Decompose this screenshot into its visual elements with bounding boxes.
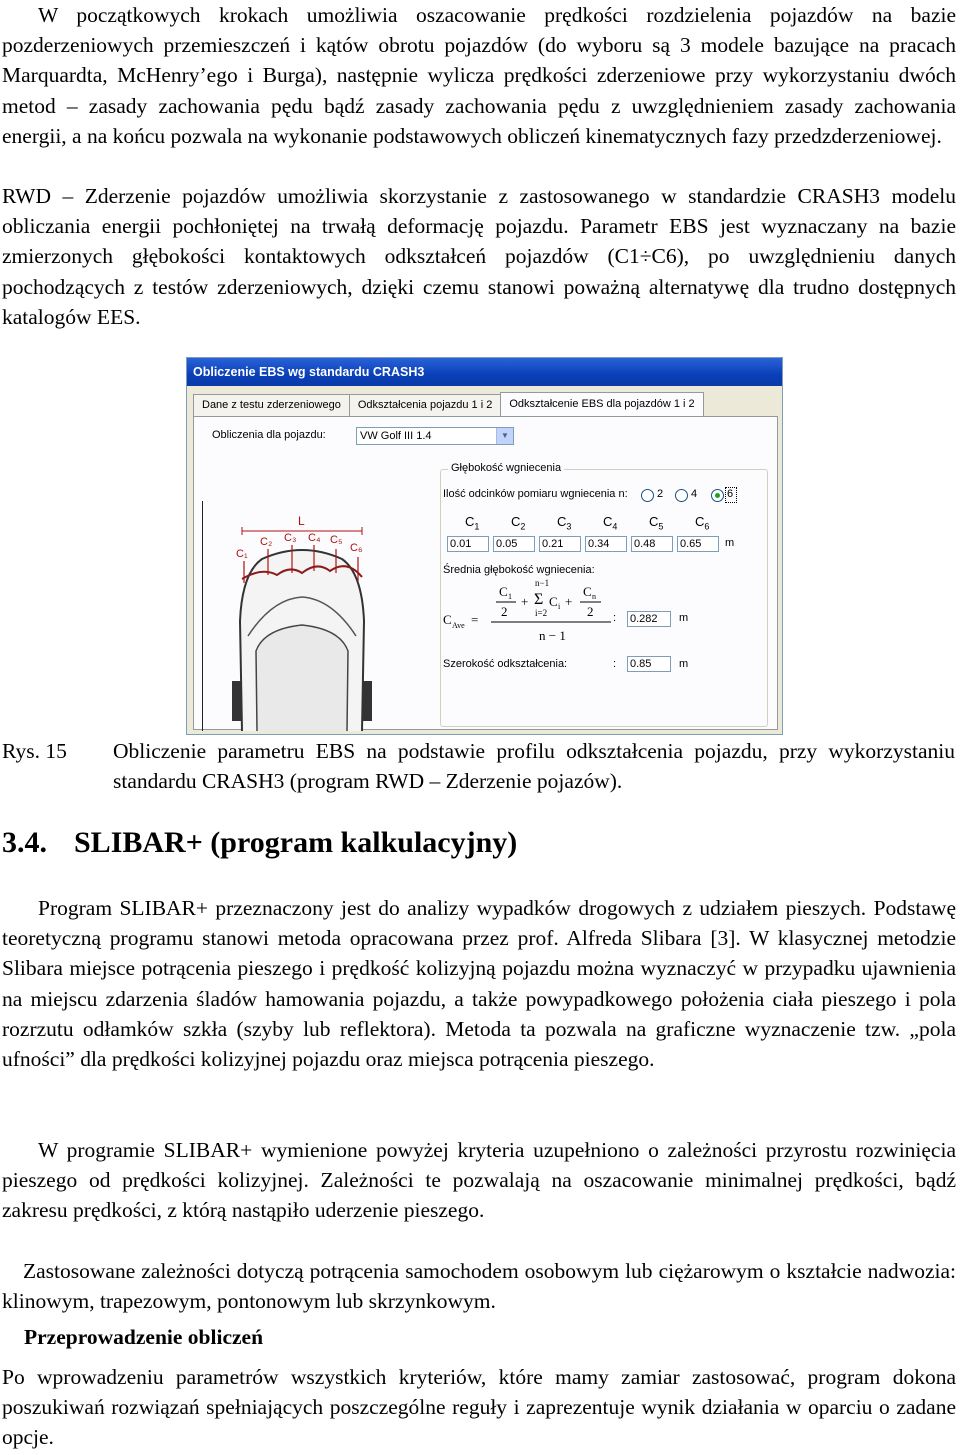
- chevron-down-icon[interactable]: ▼: [496, 428, 513, 444]
- svg-text:C₆: C₆: [350, 542, 363, 554]
- segment-count-option-6: 6: [727, 488, 734, 500]
- tab-vehicle-deformations[interactable]: Odkształcenia pojazdu 1 i 2: [349, 394, 502, 416]
- svg-text:1: 1: [508, 592, 512, 601]
- average-depth-label: Średnia głębokość wgniecenia:: [443, 564, 595, 576]
- body-paragraph-2: W programie SLIBAR+ wymienione powyżej kryteria uzupełniono o zależności przyrostu rozwinięcia pieszego od prędkości kolizyjnej. Zależności te pozwalają na oszacowanie minimalnej prędkości, bądź zakresu prędkości, z którą nastąpiło uderzenie pieszego.: [2, 1138, 956, 1223]
- svg-text:C₃: C₃: [284, 532, 297, 544]
- svg-text:C: C: [549, 594, 558, 609]
- svg-text:+: +: [565, 594, 573, 609]
- intro-paragraph-2: RWD – Zderzenie pojazdów umożliwia skorzystanie z zastosowanego w standardzie CRASH3 modelu obliczania energii pochłoniętej na trwałą deformację pojazdu. Parametr EBS jest wyznaczany na bazie zmierzonych głębokości kontaktowych odkształceń pojazdów (C1÷C6), po uwzględnieniu danych pochodzących z testów zderzeniowych, dzięki czemu stanowi poważną alternatywę dla trudno dostępnych katalogów EES.: [2, 184, 956, 329]
- vehicle-select-value: VW Golf III 1.4: [360, 430, 432, 442]
- c3-label: $C_3$: [557, 514, 572, 532]
- svg-text:C: C: [443, 612, 452, 627]
- segment-count-radio-4[interactable]: [675, 489, 688, 502]
- crush-depth-group: Głębokość wgniecenia Ilość odcinków pomiaru wgniecenia n: 2 4 6 $C_1$ $C_2$ $C_3$ $C_4$ $C_5$ $C_6$ 0.01 0.05 0.21 0.34 0.48 0.65 m Średnia głębokość wgniecenia: C Ave = C 1 2 + n−1 Σ i=2 C i + C n 2 n − 1 : 0.282 m Szerokość odkształcenia: : 0.85 m: [440, 469, 768, 727]
- c-unit-label: m: [725, 537, 735, 549]
- tab-ebs-deformation[interactable]: Odkształcenie EBS dla pojazdów 1 i 2: [500, 392, 703, 416]
- svg-text:C₁: C₁: [236, 548, 248, 560]
- svg-text:C₂: C₂: [260, 536, 273, 548]
- vehicle-label: Obliczenia dla pojazdu:: [212, 429, 326, 441]
- dialog-panel: [193, 416, 778, 730]
- svg-text:n: n: [592, 592, 596, 601]
- figure-caption-text: Obliczenie parametru EBS na podstawie profilu odkształcenia pojazdu, przy wykorzystaniu standardu CRASH3 (program RWD – Zderzenie pojazów).: [113, 739, 955, 793]
- segment-count-label: Ilość odcinków pomiaru wgniecenia n:: [443, 488, 628, 500]
- svg-text:C₄: C₄: [308, 532, 321, 544]
- svg-text:2: 2: [587, 604, 594, 619]
- c4-label: $C_4$: [603, 514, 618, 532]
- svg-text:C₅: C₅: [330, 534, 343, 546]
- svg-text:i: i: [558, 602, 561, 611]
- svg-text:n − 1: n − 1: [539, 628, 566, 643]
- svg-text:Ave: Ave: [452, 621, 465, 630]
- deformation-width-label: Szerokość odkształcenia:: [443, 658, 568, 670]
- c1-input[interactable]: 0.01: [447, 536, 489, 552]
- svg-text:+: +: [521, 594, 529, 609]
- svg-text:Σ: Σ: [534, 591, 544, 608]
- svg-text:C: C: [583, 584, 592, 599]
- cave-value[interactable]: 0.282: [627, 611, 671, 627]
- c2-label: $C_2$: [511, 514, 526, 532]
- vehicle-deformation-drawing: [202, 501, 402, 731]
- intro-paragraph-1: W początkowych krokach umożliwia oszacowanie prędkości rozdzielenia pojazdów na bazie pozderzeniowych przemieszczeń i kątów obrotu pojazdów (do wyboru są 3 modele bazujące na pracach Marquardta, McHenry’ego i Burga), następnie wylicza prędkości zderzeniowe przy wykorzystaniu dwóch metod – zasady zachowania pędu bądź zasady zachowania pędu z uwzględnieniem zasady zachowania energii, a na końcu pozwala na wykonanie podstawowych obliczeń kinematycznych fazy przedzderzeniowej.: [2, 3, 956, 148]
- c1-label: $C_1$: [465, 514, 480, 532]
- crush-depth-group-title: Głębokość wgniecenia: [448, 462, 564, 474]
- body-paragraph-3: Zastosowane zależności dotyczą potrącenia samochodem osobowym lub ciężarowym o kształcie nadwozia: klinowym, trapezowym, pontonowym lub skrzynkowym.: [2, 1259, 956, 1314]
- c6-label: $C_6$: [695, 514, 710, 532]
- section-heading: [2, 823, 517, 863]
- c4-input[interactable]: 0.34: [585, 536, 627, 552]
- segment-count-option-2: 2: [657, 488, 664, 500]
- segment-count-radio-2[interactable]: [641, 489, 654, 502]
- svg-text:i=2: i=2: [535, 608, 548, 618]
- dialog-title: Obliczenie EBS wg standardu CRASH3: [187, 358, 782, 386]
- section-number: 3.4.: [2, 826, 47, 859]
- subheading: Przeprowadzenie obliczeń: [24, 1325, 264, 1349]
- svg-text:2: 2: [501, 604, 508, 619]
- c3-input[interactable]: 0.21: [539, 536, 581, 552]
- final-paragraph: Po wprowadzeniu parametrów wszystkich kryteriów, które mamy zamiar zastosować, program dokona poszukiwań rozwiązań spełniających poszczególne reguły i zaprezentuje wynik działania w oparciu o zadane opcje.: [2, 1365, 956, 1450]
- deformation-width-input[interactable]: 0.85: [627, 656, 671, 672]
- c5-input[interactable]: 0.48: [631, 536, 673, 552]
- tab-crash-test-data[interactable]: Dane z testu zderzeniowego: [193, 394, 350, 416]
- figure-caption-label: Rys. 15: [2, 739, 67, 763]
- c6-input[interactable]: 0.65: [677, 536, 719, 552]
- dialog-tabs: [193, 394, 703, 416]
- dimension-L-label: L: [298, 514, 305, 528]
- segment-count-option-4: 4: [691, 488, 698, 500]
- svg-text:=: =: [471, 612, 479, 627]
- c2-input[interactable]: 0.05: [493, 536, 535, 552]
- segment-count-radio-6[interactable]: [711, 489, 724, 502]
- svg-text:C: C: [499, 584, 508, 599]
- c5-label: $C_5$: [649, 514, 664, 532]
- vehicle-select[interactable]: [356, 427, 514, 445]
- svg-text:n−1: n−1: [535, 578, 550, 588]
- width-unit-label: m: [679, 658, 689, 670]
- section-title: SLIBAR+ (program kalkulacyjny): [74, 826, 518, 859]
- cave-unit-label: m: [679, 612, 689, 624]
- crash3-dialog-figure: [186, 357, 783, 735]
- body-paragraph-1: Program SLIBAR+ przeznaczony jest do analizy wypadków drogowych z udziałem pieszych. Podstawę teoretyczną programu stanowi metoda opracowana przez prof. Alfreda Slibara [3]. W klasycznej metodzie Slibara miejsce potrącenia pieszego i prędkość kolizyjną pojazdu można wyznaczyć w przypadku ujawnienia na miejscu zdarzenia śladów hamowania pojazdu, a także powypadkowego położenia ciała pieszego i pola rozrzutu odłamków szkła (szyby lub reflektora). Metoda ta pozwala na graficzne wyznaczenie tzw. „pola ufności” dla prędkości kolizyjnej pojazdu oraz miejsca potrącenia pieszego.: [2, 896, 956, 1072]
